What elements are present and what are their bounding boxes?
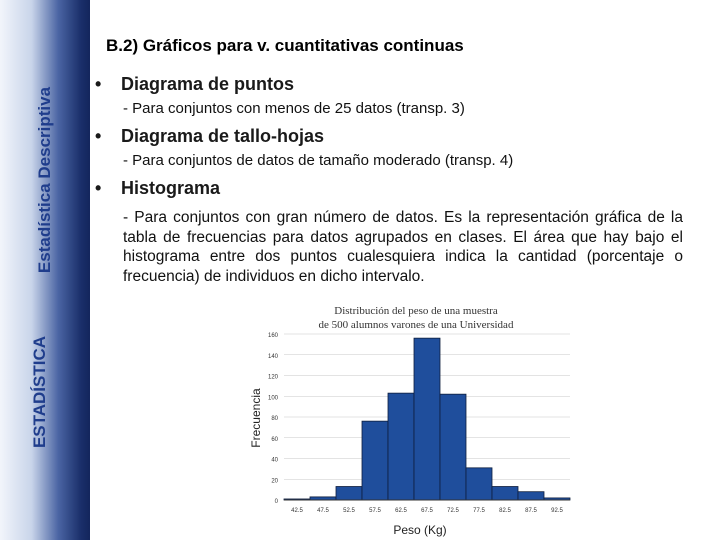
histogram-bar <box>362 421 388 500</box>
x-tick-label: 52.5 <box>343 508 355 514</box>
chart-title: Distribución del peso de una muestra <box>334 305 498 317</box>
bullet-item-stem-leaf <box>95 126 324 147</box>
y-tick-label: 80 <box>271 416 278 422</box>
histogram-bar <box>336 487 362 500</box>
bullet-detail: - Para conjuntos con menos de 25 datos (transp. 3) <box>123 100 465 117</box>
bullet-detail: - Para conjuntos con gran número de datos. Es la representación gráfica de la tabla de frecuencias para datos agrupados en clases. El área que hay bajo el histograma entre dos puntos cualesquiera indica la cantidad (porcentaje o frecuencia) de individuos en dicho intervalo. <box>123 209 683 285</box>
y-tick-label: 100 <box>267 395 278 402</box>
x-tick-label: 82.5 <box>499 508 511 514</box>
sidebar-band <box>0 0 90 540</box>
chart-y-axis-label: Frecuencia <box>249 388 263 448</box>
histogram-bar <box>414 338 440 500</box>
histogram-bar <box>492 487 518 500</box>
histogram-bar <box>388 393 414 500</box>
y-tick-label: 40 <box>271 457 278 464</box>
x-tick-label: 92.5 <box>551 508 563 514</box>
y-tick-label: 20 <box>271 478 278 485</box>
x-tick-label: 57.5 <box>369 508 381 514</box>
bullet-marker: • <box>95 126 102 146</box>
y-tick-label: 60 <box>271 436 278 443</box>
bullet-item-dot-plot <box>95 74 294 95</box>
chart-subtitle: de 500 alumnos varones de una Universidad <box>318 319 514 331</box>
y-tick-label: 0 <box>274 499 278 505</box>
histogram-bar <box>440 394 466 500</box>
y-tick-label: 120 <box>267 374 278 381</box>
sidebar-subject-label: Estadística Descriptiva <box>35 86 54 274</box>
x-tick-label: 87.5 <box>525 508 537 514</box>
bullet-detail: - Para conjuntos de datos de tamaño moderado (transp. 4) <box>123 152 514 169</box>
y-tick-label: 160 <box>267 333 278 339</box>
bullet-marker: • <box>95 74 102 94</box>
x-tick-label: 77.5 <box>473 508 485 514</box>
bullet-item-histogram <box>95 178 220 199</box>
x-tick-label: 62.5 <box>395 508 407 514</box>
histogram-bar <box>466 468 492 500</box>
chart-x-axis-label: Peso (Kg) <box>393 523 447 537</box>
histogram-bar <box>518 492 544 500</box>
bullet-heading: Diagrama de puntos <box>121 74 295 94</box>
x-tick-label: 72.5 <box>447 508 459 514</box>
x-tick-label: 47.5 <box>317 508 329 514</box>
bullet-heading: Diagrama de tallo-hojas <box>121 126 325 146</box>
slide-title: B.2) Gráficos para v. cuantitativas continuas <box>106 36 464 55</box>
bullet-marker: • <box>95 178 102 198</box>
y-tick-label: 140 <box>267 353 278 360</box>
sidebar-course-label: ESTADÍSTICA <box>30 335 49 449</box>
histogram-chart <box>240 298 580 540</box>
x-tick-label: 67.5 <box>421 508 433 514</box>
bullet-heading: Histograma <box>121 178 221 198</box>
x-tick-label: 42.5 <box>291 508 303 514</box>
